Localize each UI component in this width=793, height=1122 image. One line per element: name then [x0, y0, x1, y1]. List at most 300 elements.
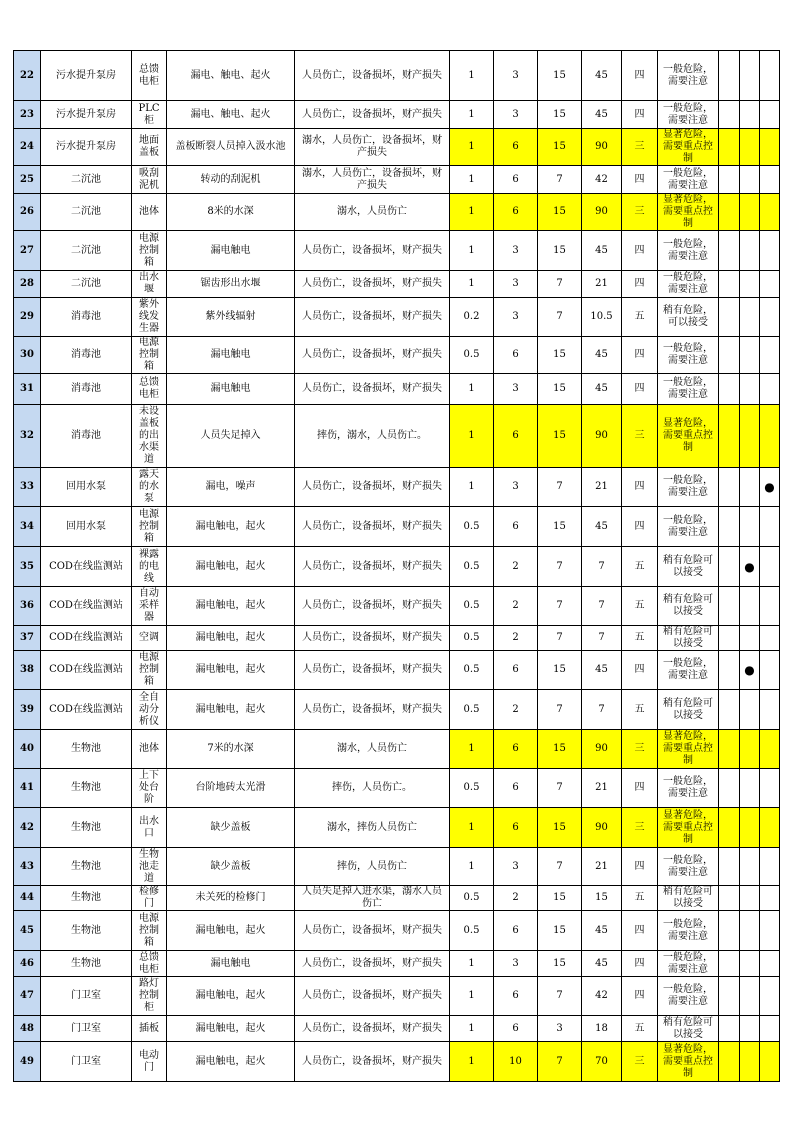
risk-assessment-cell: 一般危险，需要注意 [658, 166, 719, 194]
location-cell: 二沉池 [41, 166, 132, 194]
likelihood-cell: 1 [450, 101, 494, 129]
risk-level-cell: 五 [622, 690, 658, 730]
mark-cell-2 [740, 587, 760, 626]
severity-cell: 15 [538, 194, 582, 231]
consequence-cell: 人员伤亡，设备损坏，财产损失 [295, 951, 450, 977]
risk-assessment-cell: 一般危险，需要注意 [658, 51, 719, 101]
risk-level-cell: 四 [622, 51, 658, 101]
mark-cell-2 [740, 405, 760, 468]
row-number-cell: 29 [14, 298, 41, 337]
mark-cell-3 [760, 587, 780, 626]
risk-level-cell: 三 [622, 1042, 658, 1082]
hazard-cell: 漏电、触电、起火 [167, 51, 295, 101]
likelihood-cell: 1 [450, 166, 494, 194]
location-cell: 生物池 [41, 808, 132, 848]
mark-cell-2 [740, 911, 760, 951]
risk-score-cell: 90 [582, 730, 622, 769]
risk-assessment-cell: 一般危险，需要注意 [658, 977, 719, 1016]
likelihood-cell: 1 [450, 51, 494, 101]
row-number-cell: 45 [14, 911, 41, 951]
risk-score-cell: 21 [582, 468, 622, 507]
likelihood-cell: 1 [450, 129, 494, 166]
row-number-cell: 31 [14, 374, 41, 405]
consequence-cell: 人员伤亡，设备损坏，财产损失 [295, 1042, 450, 1082]
mark-cell-2 [740, 231, 760, 271]
risk-score-cell: 90 [582, 405, 622, 468]
risk-level-cell: 四 [622, 374, 658, 405]
exposure-cell: 6 [494, 1016, 538, 1042]
mark-cell-2 [740, 951, 760, 977]
equipment-cell: 上下处台阶 [132, 769, 167, 808]
mark-cell-3 [760, 507, 780, 547]
consequence-cell: 人员伤亡，设备损坏，财产损失 [295, 374, 450, 405]
consequence-cell: 人员伤亡，设备损坏，财产损失 [295, 507, 450, 547]
equipment-cell: 未设盖板的出水渠道 [132, 405, 167, 468]
equipment-cell: 总馈电柜 [132, 51, 167, 101]
exposure-cell: 2 [494, 626, 538, 651]
mark-cell-1 [719, 166, 740, 194]
table-row [14, 194, 780, 231]
hazard-cell: 缺少盖板 [167, 808, 295, 848]
hazard-cell: 台阶地砖太光滑 [167, 769, 295, 808]
exposure-cell: 2 [494, 587, 538, 626]
equipment-cell: 总馈电柜 [132, 374, 167, 405]
mark-cell-3 [760, 626, 780, 651]
severity-cell: 7 [538, 587, 582, 626]
equipment-cell: 电源控制箱 [132, 507, 167, 547]
row-number-cell: 28 [14, 271, 41, 298]
severity-cell: 7 [538, 271, 582, 298]
risk-score-cell: 45 [582, 911, 622, 951]
mark-cell-2 [740, 886, 760, 911]
consequence-cell: 溺水，人员伤亡 [295, 730, 450, 769]
severity-cell: 15 [538, 129, 582, 166]
risk-level-cell: 四 [622, 769, 658, 808]
hazard-cell: 7米的水深 [167, 730, 295, 769]
hazard-cell: 紫外线辐射 [167, 298, 295, 337]
severity-cell: 7 [538, 848, 582, 886]
risk-score-cell: 45 [582, 101, 622, 129]
risk-table-body [14, 51, 780, 1082]
severity-cell: 15 [538, 507, 582, 547]
mark-cell-3 [760, 1016, 780, 1042]
row-number-cell: 33 [14, 468, 41, 507]
risk-assessment-cell: 稍有危险可以接受 [658, 587, 719, 626]
severity-cell: 15 [538, 51, 582, 101]
likelihood-cell: 1 [450, 1016, 494, 1042]
mark-cell-1 [719, 374, 740, 405]
risk-level-cell: 三 [622, 808, 658, 848]
consequence-cell: 人员伤亡，设备损坏，财产损失 [295, 587, 450, 626]
consequence-cell: 人员伤亡，设备损坏，财产损失 [295, 626, 450, 651]
mark-cell-1 [719, 690, 740, 730]
exposure-cell: 6 [494, 977, 538, 1016]
risk-assessment-cell: 稍有危险，可以接受 [658, 298, 719, 337]
risk-score-cell: 45 [582, 651, 622, 690]
consequence-cell: 人员伤亡，设备损坏，财产损失 [295, 977, 450, 1016]
mark-cell-3 [760, 194, 780, 231]
row-number-cell: 49 [14, 1042, 41, 1082]
risk-score-cell: 15 [582, 886, 622, 911]
table-row [14, 374, 780, 405]
mark-cell-3 [760, 848, 780, 886]
mark-cell-1 [719, 848, 740, 886]
row-number-cell: 41 [14, 769, 41, 808]
exposure-cell: 6 [494, 194, 538, 231]
risk-score-cell: 10.5 [582, 298, 622, 337]
risk-score-cell: 42 [582, 977, 622, 1016]
mark-cell-1 [719, 1016, 740, 1042]
likelihood-cell: 1 [450, 374, 494, 405]
risk-level-cell: 五 [622, 587, 658, 626]
exposure-cell: 2 [494, 690, 538, 730]
risk-level-cell: 四 [622, 911, 658, 951]
likelihood-cell: 1 [450, 468, 494, 507]
risk-level-cell: 五 [622, 547, 658, 587]
risk-score-cell: 7 [582, 690, 622, 730]
mark-cell-2 [740, 848, 760, 886]
severity-cell: 3 [538, 1016, 582, 1042]
equipment-cell: 紫外线发生器 [132, 298, 167, 337]
equipment-cell: 池体 [132, 730, 167, 769]
likelihood-cell: 0.5 [450, 690, 494, 730]
location-cell: COD在线监测站 [41, 626, 132, 651]
mark-cell-1 [719, 337, 740, 374]
risk-level-cell: 四 [622, 951, 658, 977]
exposure-cell: 6 [494, 769, 538, 808]
location-cell: COD在线监测站 [41, 547, 132, 587]
table-row [14, 51, 780, 101]
equipment-cell: 插板 [132, 1016, 167, 1042]
mark-cell-2 [740, 101, 760, 129]
mark-cell-3 [760, 51, 780, 101]
severity-cell: 15 [538, 101, 582, 129]
consequence-cell: 摔伤，人员伤亡 [295, 848, 450, 886]
location-cell: 门卫室 [41, 977, 132, 1016]
mark-cell-2 [740, 507, 760, 547]
mark-cell-3 [760, 951, 780, 977]
hazard-cell: 锯齿形出水堰 [167, 271, 295, 298]
mark-cell-3 [760, 101, 780, 129]
severity-cell: 15 [538, 374, 582, 405]
equipment-cell: 电源控制箱 [132, 911, 167, 951]
risk-assessment-cell: 一般危险，需要注意 [658, 848, 719, 886]
risk-level-cell: 五 [622, 626, 658, 651]
mark-cell-1 [719, 651, 740, 690]
risk-assessment-cell: 一般危险，需要注意 [658, 951, 719, 977]
equipment-cell: 生物池走道 [132, 848, 167, 886]
row-number-cell: 36 [14, 587, 41, 626]
mark-cell-1 [719, 886, 740, 911]
location-cell: 消毒池 [41, 337, 132, 374]
risk-score-cell: 7 [582, 626, 622, 651]
risk-score-cell: 21 [582, 769, 622, 808]
row-number-cell: 40 [14, 730, 41, 769]
equipment-cell: 裸露的电线 [132, 547, 167, 587]
likelihood-cell: 1 [450, 271, 494, 298]
mark-cell-2: ● [740, 651, 760, 690]
exposure-cell: 3 [494, 298, 538, 337]
risk-assessment-cell: 显著危险，需要重点控制 [658, 808, 719, 848]
risk-level-cell: 四 [622, 337, 658, 374]
consequence-cell: 人员伤亡，设备损坏，财产损失 [295, 1016, 450, 1042]
mark-cell-2 [740, 626, 760, 651]
hazard-cell: 漏电触电 [167, 231, 295, 271]
risk-level-cell: 四 [622, 977, 658, 1016]
location-cell: 二沉池 [41, 231, 132, 271]
mark-cell-2 [740, 51, 760, 101]
hazard-cell: 漏电触电，起火 [167, 651, 295, 690]
risk-score-cell: 45 [582, 507, 622, 547]
consequence-cell: 人员伤亡，设备损坏，财产损失 [295, 271, 450, 298]
mark-cell-3 [760, 337, 780, 374]
exposure-cell: 3 [494, 468, 538, 507]
row-number-cell: 47 [14, 977, 41, 1016]
likelihood-cell: 1 [450, 194, 494, 231]
consequence-cell: 摔伤，人员伤亡。 [295, 769, 450, 808]
likelihood-cell: 1 [450, 951, 494, 977]
risk-score-cell: 70 [582, 1042, 622, 1082]
consequence-cell: 人员伤亡，设备损坏，财产损失 [295, 231, 450, 271]
mark-cell-1 [719, 1042, 740, 1082]
row-number-cell: 27 [14, 231, 41, 271]
consequence-cell: 摔伤，溺水，人员伤亡。 [295, 405, 450, 468]
hazard-cell: 缺少盖板 [167, 848, 295, 886]
mark-cell-1 [719, 51, 740, 101]
risk-score-cell: 90 [582, 808, 622, 848]
risk-score-cell: 90 [582, 194, 622, 231]
consequence-cell: 人员伤亡，设备损坏，财产损失 [295, 51, 450, 101]
mark-cell-3 [760, 911, 780, 951]
risk-assessment-cell: 稍有危险可以接受 [658, 626, 719, 651]
consequence-cell: 人员伤亡，设备损坏，财产损失 [295, 468, 450, 507]
mark-cell-2 [740, 1016, 760, 1042]
hazard-cell: 漏电，噪声 [167, 468, 295, 507]
risk-assessment-cell: 一般危险，需要注意 [658, 101, 719, 129]
table-row [14, 626, 780, 651]
equipment-cell: 电源控制箱 [132, 337, 167, 374]
risk-level-cell: 四 [622, 507, 658, 547]
exposure-cell: 6 [494, 651, 538, 690]
exposure-cell: 6 [494, 730, 538, 769]
exposure-cell: 3 [494, 231, 538, 271]
risk-assessment-cell: 一般危险，需要注意 [658, 374, 719, 405]
table-row [14, 848, 780, 886]
equipment-cell: PLC柜 [132, 101, 167, 129]
table-row [14, 1042, 780, 1082]
equipment-cell: 出水堰 [132, 271, 167, 298]
risk-level-cell: 三 [622, 730, 658, 769]
mark-cell-1 [719, 730, 740, 769]
hazard-cell: 漏电触电 [167, 374, 295, 405]
consequence-cell: 人员伤亡，设备损坏，财产损失 [295, 911, 450, 951]
mark-cell-1 [719, 129, 740, 166]
consequence-cell: 人员伤亡，设备损坏，财产损失 [295, 337, 450, 374]
risk-score-cell: 45 [582, 51, 622, 101]
mark-cell-1 [719, 977, 740, 1016]
likelihood-cell: 1 [450, 231, 494, 271]
severity-cell: 15 [538, 651, 582, 690]
location-cell: 生物池 [41, 730, 132, 769]
mark-cell-2 [740, 194, 760, 231]
location-cell: 生物池 [41, 951, 132, 977]
consequence-cell: 人员伤亡，设备损坏，财产损失 [295, 298, 450, 337]
consequence-cell: 溺水，人员伤亡 [295, 194, 450, 231]
mark-cell-3 [760, 298, 780, 337]
risk-level-cell: 四 [622, 231, 658, 271]
risk-level-cell: 四 [622, 848, 658, 886]
hazard-cell: 漏电触电，起火 [167, 977, 295, 1016]
likelihood-cell: 0.5 [450, 626, 494, 651]
hazard-cell: 8米的水深 [167, 194, 295, 231]
likelihood-cell: 0.5 [450, 337, 494, 374]
risk-assessment-cell: 显著危险，需要重点控制 [658, 405, 719, 468]
mark-cell-1 [719, 101, 740, 129]
risk-level-cell: 三 [622, 194, 658, 231]
consequence-cell: 溺水，人员伤亡，设备损坏，财产损失 [295, 129, 450, 166]
risk-assessment-cell: 一般危险，需要注意 [658, 468, 719, 507]
exposure-cell: 10 [494, 1042, 538, 1082]
exposure-cell: 3 [494, 374, 538, 405]
row-number-cell: 42 [14, 808, 41, 848]
exposure-cell: 6 [494, 337, 538, 374]
risk-assessment-cell: 一般危险，需要注意 [658, 231, 719, 271]
consequence-cell: 人员伤亡，设备损坏，财产损失 [295, 101, 450, 129]
location-cell: 污水提升泵房 [41, 129, 132, 166]
severity-cell: 7 [538, 547, 582, 587]
row-number-cell: 43 [14, 848, 41, 886]
mark-cell-3 [760, 405, 780, 468]
mark-cell-1 [719, 547, 740, 587]
mark-cell-2 [740, 271, 760, 298]
equipment-cell: 露天的水泵 [132, 468, 167, 507]
risk-level-cell: 五 [622, 886, 658, 911]
table-row [14, 911, 780, 951]
mark-cell-1 [719, 911, 740, 951]
exposure-cell: 2 [494, 886, 538, 911]
row-number-cell: 22 [14, 51, 41, 101]
table-row [14, 507, 780, 547]
table-row [14, 730, 780, 769]
hazard-cell: 漏电触电，起火 [167, 690, 295, 730]
risk-assessment-cell: 显著危险，需要重点控制 [658, 730, 719, 769]
row-number-cell: 39 [14, 690, 41, 730]
row-number-cell: 23 [14, 101, 41, 129]
table-row [14, 298, 780, 337]
table-row [14, 547, 780, 587]
mark-cell-3 [760, 231, 780, 271]
likelihood-cell: 0.5 [450, 886, 494, 911]
severity-cell: 7 [538, 977, 582, 1016]
mark-cell-2 [740, 690, 760, 730]
exposure-cell: 3 [494, 51, 538, 101]
mark-cell-1 [719, 626, 740, 651]
risk-score-cell: 45 [582, 374, 622, 405]
mark-cell-1 [719, 405, 740, 468]
severity-cell: 7 [538, 690, 582, 730]
risk-level-cell: 四 [622, 271, 658, 298]
mark-cell-1 [719, 951, 740, 977]
likelihood-cell: 1 [450, 405, 494, 468]
equipment-cell: 总馈电柜 [132, 951, 167, 977]
severity-cell: 7 [538, 1042, 582, 1082]
equipment-cell: 全自动分析仪 [132, 690, 167, 730]
equipment-cell: 地面盖板 [132, 129, 167, 166]
severity-cell: 7 [538, 626, 582, 651]
table-row [14, 337, 780, 374]
severity-cell: 7 [538, 769, 582, 808]
risk-assessment-cell: 一般危险，需要注意 [658, 769, 719, 808]
consequence-cell: 溺水，摔伤人员伤亡 [295, 808, 450, 848]
risk-assessment-cell: 显著危险，需要重点控制 [658, 1042, 719, 1082]
hazard-cell: 漏电触电 [167, 951, 295, 977]
hazard-cell: 漏电触电，起火 [167, 587, 295, 626]
likelihood-cell: 0.5 [450, 507, 494, 547]
location-cell: 消毒池 [41, 298, 132, 337]
exposure-cell: 3 [494, 848, 538, 886]
row-number-cell: 30 [14, 337, 41, 374]
location-cell: 污水提升泵房 [41, 101, 132, 129]
mark-cell-1 [719, 507, 740, 547]
table-row [14, 769, 780, 808]
row-number-cell: 44 [14, 886, 41, 911]
table-row [14, 271, 780, 298]
exposure-cell: 2 [494, 547, 538, 587]
location-cell: 生物池 [41, 886, 132, 911]
risk-assessment-cell: 稍有危险可以接受 [658, 1016, 719, 1042]
equipment-cell: 检修门 [132, 886, 167, 911]
consequence-cell: 人员伤亡，设备损坏，财产损失 [295, 651, 450, 690]
mark-cell-3 [760, 730, 780, 769]
risk-assessment-cell: 稍有危险可以接受 [658, 547, 719, 587]
row-number-cell: 34 [14, 507, 41, 547]
mark-cell-1 [719, 587, 740, 626]
hazard-cell: 人员失足掉入 [167, 405, 295, 468]
location-cell: 消毒池 [41, 405, 132, 468]
mark-cell-2 [740, 808, 760, 848]
table-row [14, 101, 780, 129]
table-row [14, 468, 780, 507]
row-number-cell: 37 [14, 626, 41, 651]
consequence-cell: 人员伤亡，设备损坏，财产损失 [295, 690, 450, 730]
location-cell: 回用水泵 [41, 468, 132, 507]
mark-cell-2: ● [740, 547, 760, 587]
severity-cell: 15 [538, 951, 582, 977]
risk-assessment-cell: 一般危险，需要注意 [658, 911, 719, 951]
table-row [14, 651, 780, 690]
likelihood-cell: 1 [450, 1042, 494, 1082]
risk-score-cell: 45 [582, 231, 622, 271]
mark-cell-2 [740, 730, 760, 769]
risk-assessment-cell: 显著危险，需要重点控制 [658, 129, 719, 166]
risk-assessment-cell: 稍有危险可以接受 [658, 690, 719, 730]
location-cell: 生物池 [41, 848, 132, 886]
table-row [14, 1016, 780, 1042]
likelihood-cell: 0.5 [450, 587, 494, 626]
severity-cell: 7 [538, 166, 582, 194]
risk-assessment-table [13, 50, 780, 1082]
location-cell: COD在线监测站 [41, 690, 132, 730]
table-row [14, 231, 780, 271]
severity-cell: 15 [538, 337, 582, 374]
mark-cell-2 [740, 337, 760, 374]
location-cell: 回用水泵 [41, 507, 132, 547]
mark-cell-3 [760, 374, 780, 405]
risk-assessment-cell: 一般危险，需要注意 [658, 651, 719, 690]
table-row [14, 808, 780, 848]
location-cell: COD在线监测站 [41, 651, 132, 690]
risk-score-cell: 21 [582, 848, 622, 886]
